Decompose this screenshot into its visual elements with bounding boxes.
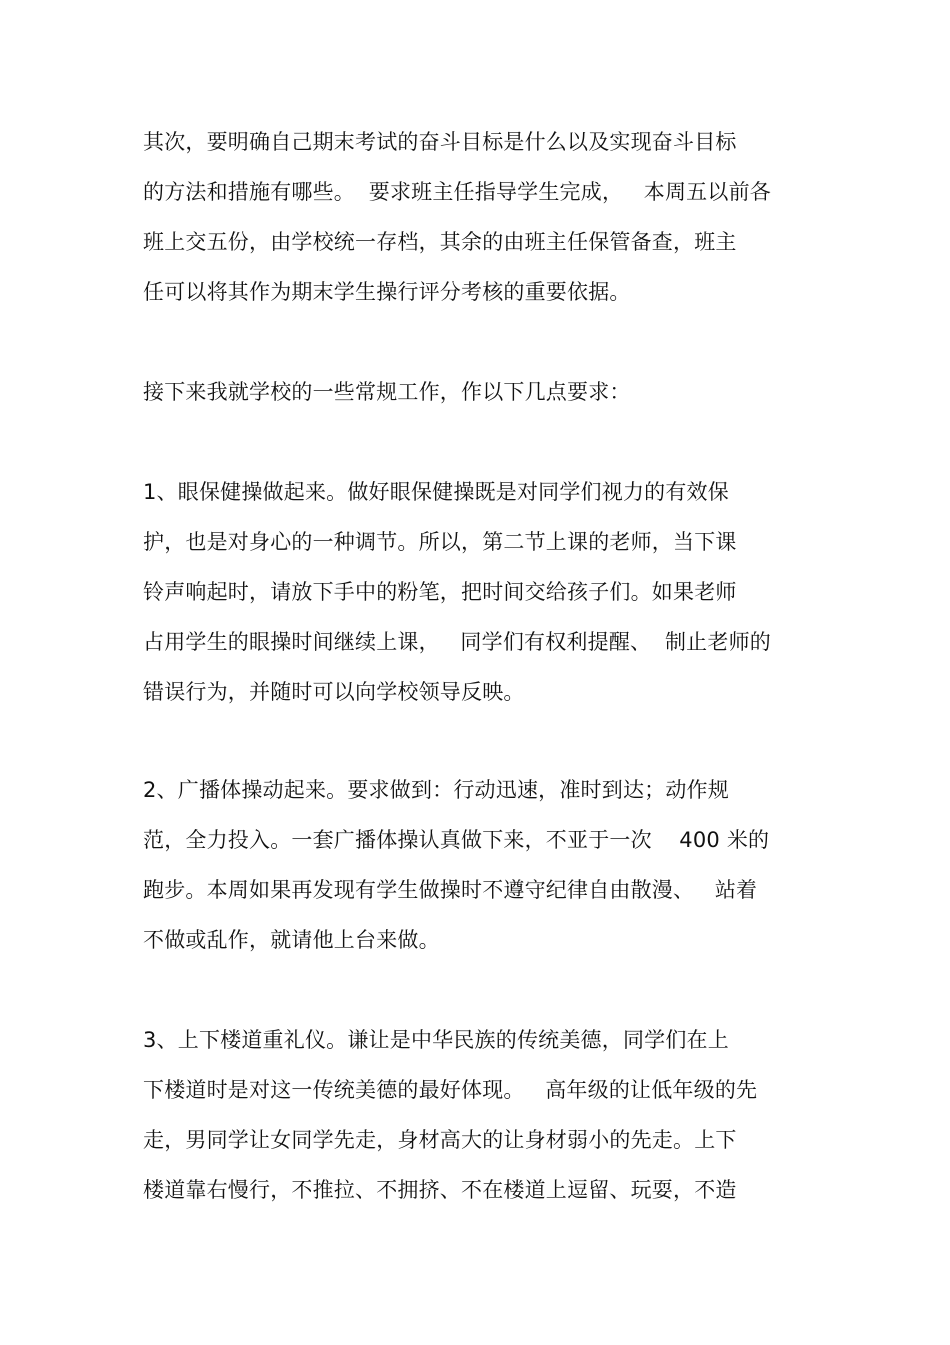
text-line: 班上交五份，由学校统一存档，其余的由班主任保管备查，班主: [143, 230, 737, 254]
text-line: 占用学生的眼操时间继续上课， 同学们有权利提醒、 制止老师的: [143, 630, 771, 654]
text-line: 下楼道时是对这一传统美德的最好体现。 高年级的让低年级的先: [143, 1078, 758, 1102]
text-line: 的方法和措施有哪些。 要求班主任指导学生完成， 本周五以前各: [143, 180, 771, 204]
text-line: 楼道靠右慢行，不推拉、不拥挤、不在楼道上逗留、玩耍，不造: [143, 1178, 737, 1202]
text-line: 接下来我就学校的一些常规工作，作以下几点要求：: [143, 380, 631, 404]
text-line: 2、广播体操动起来。要求做到：行动迅速，准时到达；动作规: [143, 778, 729, 802]
text-line: 走，男同学让女同学先走，身材高大的让身材弱小的先走。上下: [143, 1128, 737, 1152]
text-line: 范，全力投入。一套广播体操认真做下来，不亚于一次 400 米的: [143, 828, 770, 852]
text-line: 任可以将其作为期末学生操行评分考核的重要依据。: [143, 280, 631, 304]
text-line: 跑步。本周如果再发现有学生做操时不遵守纪律自由散漫、 站着: [143, 878, 758, 902]
text-line: 错误行为，并随时可以向学校领导反映。: [143, 680, 525, 704]
text-line: 不做或乱作，就请他上台来做。: [143, 928, 440, 952]
text-line: 1、眼保健操做起来。做好眼保健操既是对同学们视力的有效保: [143, 480, 729, 504]
text-line: 护，也是对身心的一种调节。所以，第二节上课的老师，当下课: [143, 530, 737, 554]
text-line: 其次，要明确自己期末考试的奋斗目标是什么以及实现奋斗目标: [143, 130, 737, 154]
text-line: 铃声响起时，请放下手中的粉笔，把时间交给孩子们。如果老师: [143, 580, 737, 604]
text-line: 3、上下楼道重礼仪。谦让是中华民族的传统美德，同学们在上: [143, 1028, 729, 1052]
